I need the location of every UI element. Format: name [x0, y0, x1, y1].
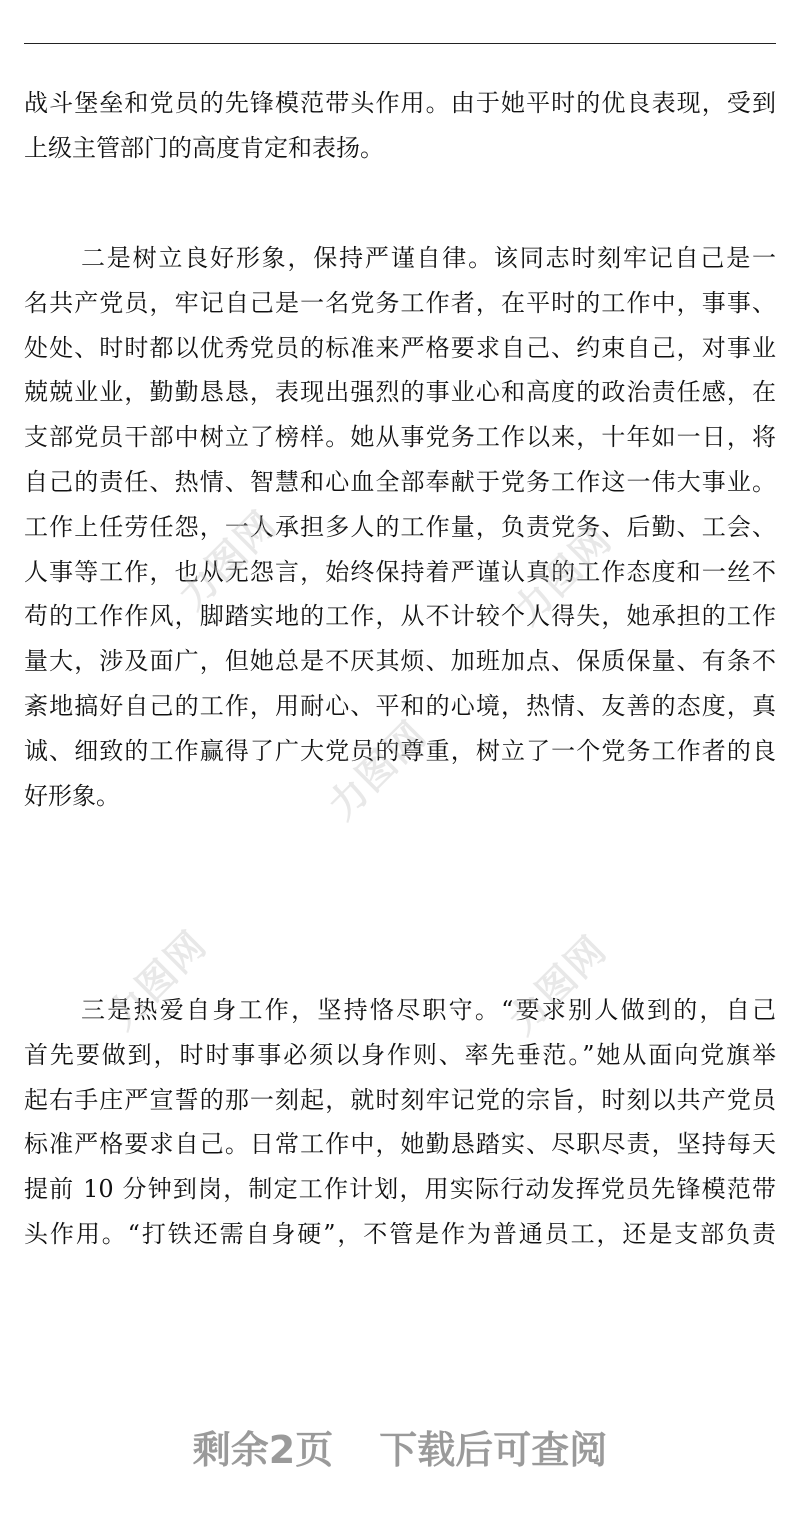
- text-line: 处处、时时都以优秀党员的标准来严格要求自己、约束自己，对事业: [24, 333, 776, 362]
- text-line: 头作用。“打铁还需自身硬”，不管是作为普通员工，还是支部负责: [24, 1219, 776, 1248]
- text-line: 兢兢业业，勤勤恳恳，表现出强烈的事业心和高度的政治责任感，在: [24, 378, 776, 407]
- text-line: 三是热爱自身工作，坚持恪尽职守。“要求别人做到的，自己: [81, 996, 776, 1024]
- download-hint-label: 下载后可查阅: [379, 1428, 608, 1472]
- text-line: 提前 10 分钟到岗，制定工作计划，用实际行动发挥党员先锋模范带: [24, 1175, 776, 1204]
- watermark: 力图网: [169, 501, 286, 618]
- download-prompt[interactable]: [0, 1420, 800, 1480]
- header-rule: [24, 43, 776, 44]
- text-line: 起右手庄严宣誓的那一刻起，就时刻牢记党的宗旨，时刻以共产党员: [24, 1085, 776, 1114]
- text-line: 人事等工作，也从无怨言，始终保持着严谨认真的工作态度和一丝不: [24, 557, 776, 586]
- text-line: 支部党员干部中树立了榜样。她从事党务工作以来，十年如一日，将: [24, 423, 776, 452]
- text-line: 战斗堡垒和党员的先锋模范带头作用。由于她平时的优良表现，受到: [24, 89, 776, 117]
- text-line: 苟的工作作风，脚踏实地的工作，从不计较个人得失，她承担的工作: [24, 602, 776, 631]
- text-line: 工作上任劳任怨，一人承担多人的工作量，负责党务、后勤、工会、: [24, 512, 776, 541]
- text-line: 自己的责任、热情、智慧和心血全部奉献于党务工作这一伟大事业。: [24, 467, 776, 496]
- text-line: 紊地搞好自己的工作，用耐心、平和的心境，热情、友善的态度，真: [24, 691, 776, 720]
- watermark: 力图网: [499, 926, 616, 1043]
- text-line: 量大，涉及面广，但她总是不厌其烦、加班加点、保质保量、有条不: [24, 647, 776, 676]
- text-line: 二是树立良好形象，保持严谨自律。该同志时刻牢记自己是一: [81, 244, 776, 272]
- paragraph-1: [24, 81, 776, 171]
- paragraph-3: [24, 988, 776, 1257]
- text-line: 诚、细致的工作赢得了广大党员的尊重，树立了一个党务工作者的良: [24, 736, 776, 765]
- text-line: 好形象。: [24, 781, 120, 810]
- watermark: 力图网: [504, 516, 621, 633]
- watermark: 力图网: [319, 711, 436, 828]
- paragraph-2: [24, 236, 776, 818]
- watermark: 力图网: [99, 921, 216, 1038]
- text-line: 标准严格要求自己。日常工作中，她勤恳踏实、尽职尽责，坚持每天: [24, 1130, 776, 1159]
- text-line: 名共产党员，牢记自己是一名党务工作者，在平时的工作中，事事、: [24, 288, 776, 317]
- text-line: 首先要做到，时时事事必须以身作则、率先垂范。”她从面向党旗举: [24, 1040, 776, 1069]
- remaining-pages-label: 剩余2页: [192, 1428, 334, 1472]
- text-line: 上级主管部门的高度肯定和表扬。: [24, 133, 384, 162]
